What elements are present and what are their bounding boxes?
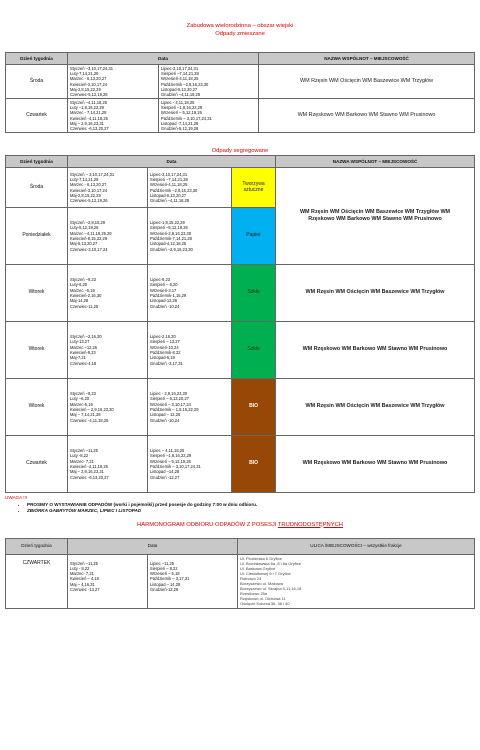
date-line: Sierpień –7,14,21,28 bbox=[150, 176, 188, 182]
notes bbox=[5, 495, 475, 515]
day-cell: Wtorek bbox=[6, 379, 68, 436]
date-line: Czerwiec -6,13,20,27 bbox=[70, 474, 109, 480]
note-item: • PROSIMY O WYSTAWIANIE ODPADÓW (worki i pojemniki) przed posesje do godziny 7:00 w dniu odbioru. bbox=[27, 502, 475, 509]
col-day: Dzień tygodnia bbox=[6, 538, 68, 554]
date-line: Grudzień -10,24 bbox=[150, 417, 180, 423]
date-line: Luty-13,27 bbox=[70, 339, 90, 345]
date-line: Styczeń –11,25 bbox=[70, 560, 98, 566]
date-line: Listopad -7,14,21,28 bbox=[161, 120, 199, 126]
dates-jan-jun bbox=[68, 65, 159, 99]
date-line: Wrzesień – 5,19 bbox=[150, 571, 180, 577]
table-row bbox=[6, 168, 475, 208]
date-line: Wrzesień-4,11,18,25 bbox=[161, 76, 199, 82]
date-line: Grudzień -3,17,31 bbox=[150, 360, 183, 366]
date-line: Kwiecień -4,11,18,25 bbox=[70, 464, 108, 469]
date-line: Październik – 3,10,17,24,31 bbox=[150, 464, 201, 469]
col-community: NAZWA WSPÓLNOT – MIEJSCOWOŚĆ bbox=[259, 53, 475, 65]
dates-jan-jun bbox=[68, 436, 148, 493]
date-line: Rzęskowo ul. Olchowa 11 bbox=[240, 596, 286, 602]
date-line: Kwiecień-9,23 bbox=[70, 350, 96, 355]
document-page bbox=[5, 0, 475, 609]
date-line: Październik – 3,17,31 bbox=[150, 576, 190, 582]
date-line: Kwiecień-3,10,17,24 bbox=[70, 81, 108, 87]
date-line: Maj – 4,16,31 bbox=[70, 581, 95, 587]
date-line: Grudzień-12,28 bbox=[150, 586, 179, 592]
category-glass: Szkło bbox=[232, 265, 276, 322]
date-line: Ul. Pionierska 6 Gryfice bbox=[240, 555, 282, 561]
date-line: Listopad-6,13,20,27 bbox=[161, 86, 198, 92]
date-line: Marzec –5,19 bbox=[70, 287, 95, 293]
date-line: Listopad – 14,28 bbox=[150, 581, 181, 587]
dates-jan-jun bbox=[68, 554, 148, 608]
date-line: Styczeń –9,23 bbox=[70, 391, 96, 397]
dates-jan-jun bbox=[68, 99, 159, 133]
note-item: • ZBIÓRKA GABRYTÓW MARZEC, LIPIEC I LISTOPAD bbox=[27, 508, 475, 515]
date-line: Marzec –4,11,18,25,29 bbox=[70, 230, 112, 236]
date-line: Sierpień –7,14,21,28 bbox=[161, 70, 199, 76]
date-line: Listopad –14,28 bbox=[150, 469, 180, 475]
date-line: Czerwiec-3,10,17,24 bbox=[70, 246, 108, 252]
col-community: NAZWA WSPÓLNOT – MIEJSCOWOŚĆ bbox=[276, 156, 475, 168]
category-paper: Papier bbox=[232, 208, 276, 265]
date-line: Grudzień –2,9,16,23,30 bbox=[150, 246, 193, 252]
date-line: Czerwiec-4,18 bbox=[70, 360, 97, 366]
hard-access-table bbox=[5, 538, 475, 609]
date-line: Wrzesień – 3,10,17,24 bbox=[150, 401, 191, 407]
date-line: Lipiec-3,10,17,24,31 bbox=[161, 65, 199, 71]
date-line: Październik – 3,10,17,24,31 bbox=[161, 115, 212, 121]
mixed-waste-table bbox=[5, 52, 475, 133]
day-cell: CZWARTEK bbox=[6, 554, 68, 608]
doc-title: Zabudowa wielorodzinna – obszar wiejski bbox=[186, 23, 294, 29]
date-line: Wrzesień – 5,12,19,26 bbox=[150, 458, 191, 464]
date-line: Rotnowo 24 bbox=[240, 575, 262, 581]
date-line: Ościęcin Kolonia 36, 38 i 40 bbox=[240, 601, 290, 607]
date-line: Rzesikowo 25a bbox=[240, 591, 268, 597]
doc-subtitle-mixed: Odpady zmieszane bbox=[215, 31, 265, 37]
dates-jul-dec bbox=[148, 322, 232, 379]
community-cell: WM Rzęsin WM Ościęcin WM Baszewice WM Trzygłów WM Rzęskowo WM Barkowo WM Stawno WM Prusinowo bbox=[276, 168, 475, 265]
day-cell: Poniedziałek bbox=[6, 208, 68, 265]
date-line: Lipiec-3,10,17,24,31 bbox=[150, 171, 188, 177]
date-line: TRUDNODOSTĘPNYCH bbox=[277, 521, 343, 528]
date-line: Grudzień -12,27 bbox=[150, 474, 180, 480]
dates-jan-jun bbox=[68, 168, 148, 208]
date-line: Kwiecień-8,15,22,29 bbox=[70, 236, 108, 241]
date-line: Styczeń –3,10,17,24,31 bbox=[70, 65, 114, 71]
date-line: Sierpień –5,12,19,26 bbox=[150, 225, 188, 231]
date-line: Październik-7,14,21,28 bbox=[150, 236, 192, 241]
date-line: Maj-6,13,20,27 bbox=[70, 241, 98, 247]
category-glass: Szkło bbox=[232, 322, 276, 379]
date-line: Wrzesień-4,11,18,25 bbox=[150, 182, 188, 188]
date-line: Sierpień –1,8,16,22,29 bbox=[150, 453, 192, 459]
category-bio: BIO bbox=[232, 379, 276, 436]
date-line: Listopad – 12,26 bbox=[150, 412, 181, 418]
date-line: Wrzesień-2,9,16,23,30 bbox=[150, 230, 192, 236]
date-line: Listopad-5,19 bbox=[150, 355, 175, 361]
dates-jan-jun bbox=[68, 208, 148, 265]
date-line: Ul. Ciesiołkowej 6 i 7 Gryfice bbox=[240, 570, 291, 576]
date-line: Maj-2,8,15,22,29 bbox=[70, 192, 101, 198]
date-line: Październik –2,9,16,23,30 bbox=[161, 81, 209, 87]
table-row bbox=[6, 436, 475, 493]
date-line: Kwiecień – 4,18 bbox=[70, 576, 99, 582]
date-line: Kwiecień – 2,9,16,23,30 bbox=[70, 407, 114, 412]
date-line: Styczeń – 3,10,17,24,31 bbox=[70, 171, 115, 177]
date-line: Lipiec - 4,11,18,25 bbox=[161, 99, 195, 105]
community-cell: WM Rzęsin WM Ościęcin WM Baszewice WM Trzygłów bbox=[276, 265, 475, 322]
date-line: Maj – 2,9,16,23,31 bbox=[70, 469, 104, 475]
day-cell: Czwartek bbox=[6, 99, 68, 133]
table-row bbox=[6, 265, 475, 322]
table-row bbox=[6, 65, 475, 99]
date-line: Kwiecień-2,16,30 bbox=[70, 293, 102, 298]
category-plastics: Tworzywa sztuczne bbox=[232, 168, 276, 208]
date-line: Luty-7,14,21,28 bbox=[70, 70, 99, 76]
date-line: Sierpień –1,8,16,22,29 bbox=[161, 104, 203, 110]
date-line: Czerwiec-5,12,19,26 bbox=[70, 198, 108, 204]
dates-jul-dec bbox=[148, 436, 232, 493]
date-line: HARMONOGRAM ODBIORU ODPADÓW Z POSESJI bbox=[137, 521, 278, 528]
date-line: Maj-2,8,15,22,29 bbox=[70, 86, 101, 92]
date-line: Sierpień – 6,13,20,27 bbox=[150, 396, 189, 402]
date-line: Kwiecień -4,11,18,25 bbox=[70, 115, 108, 121]
date-line: Marzec –12,26 bbox=[70, 344, 98, 350]
date-line: Grudzień –4,11,18,28 bbox=[150, 198, 190, 204]
dates-jul-dec bbox=[159, 65, 259, 99]
date-line: Ul. Barkowa Gryfice bbox=[240, 565, 276, 571]
date-line: Marzec - 7,14,21,28 bbox=[70, 110, 107, 116]
date-line: Luty-6,20 bbox=[70, 282, 88, 288]
date-line: Sierpień – 6,20 bbox=[150, 282, 178, 288]
date-line: Marzec - 6,13,20,27 bbox=[70, 182, 107, 188]
col-day: Dzień tygodnia bbox=[6, 156, 68, 168]
day-cell: Wtorek bbox=[6, 322, 68, 379]
col-date: Data bbox=[68, 156, 276, 168]
date-line: Styczeń –9,23 bbox=[70, 277, 96, 283]
date-line: Listopad-6,13,20,27 bbox=[150, 192, 187, 198]
date-line: Maj – 7,14,21,28 bbox=[70, 412, 101, 418]
date-line: Październik-1,15,29 bbox=[150, 293, 187, 298]
date-line: Styczeń –4,11,18,25 bbox=[70, 99, 108, 105]
col-day: Dzień tygodnia bbox=[6, 53, 68, 65]
col-date: Data bbox=[68, 538, 238, 554]
date-line: Marzec- 7,21 bbox=[70, 458, 94, 464]
date-line: Kwiecień-3,10,17,24 bbox=[70, 187, 108, 193]
dates-jul-dec bbox=[148, 554, 238, 608]
date-line: Marzec-5,19 bbox=[70, 401, 93, 407]
date-line: Lipiec – 4,11,18,25 bbox=[150, 448, 185, 454]
dates-jul-dec bbox=[159, 99, 259, 133]
day-cell: Środa bbox=[6, 65, 68, 99]
date-line: Marzec- 7,21 bbox=[70, 571, 94, 577]
col-date: Data bbox=[68, 53, 259, 65]
date-line: Czerwiec-11,25 bbox=[70, 303, 99, 309]
date-line: Czerwiec -4,11,18,25 bbox=[70, 417, 109, 423]
date-line: Lipiec-9,23 bbox=[150, 277, 171, 283]
day-cell: Środa bbox=[6, 168, 68, 208]
date-line: Marzec - 6,13,20,27 bbox=[70, 76, 107, 82]
date-line: Ul. Bronisławska 6a ,8 i 8a Gryfice bbox=[240, 560, 301, 566]
day-cell: Wtorek bbox=[6, 265, 68, 322]
col-street: ULICA /MIEJSCOWOŚCI – wszystkie frakcje bbox=[238, 538, 475, 554]
address-list bbox=[238, 554, 475, 608]
date-line: Wrzesień-3,17 bbox=[150, 287, 177, 293]
date-line: Maj-7,21 bbox=[70, 355, 86, 361]
date-line: Lipiec - 2,9,16,23,30 bbox=[150, 391, 188, 397]
date-line: Październik –2,9,16,23,30 bbox=[150, 187, 198, 193]
table-row bbox=[6, 99, 475, 133]
hard-access-title bbox=[5, 521, 475, 529]
date-line: Luty-5,12,19,26 bbox=[70, 225, 99, 231]
date-line: Maj-14,28 bbox=[70, 298, 89, 304]
table-row bbox=[6, 554, 475, 608]
dates-jul-dec bbox=[148, 168, 232, 208]
community-cell: WM Rzęskowo WM Barkowo WM Stawno WM Prusinowo bbox=[259, 99, 475, 133]
date-line: Grudzień -10,24 bbox=[150, 303, 180, 309]
community-cell: WM Rzęsin WM Ościęcin WM Baszewice WM Trzygłów bbox=[276, 379, 475, 436]
date-line: Wrzesień – 5,12,19,26 bbox=[161, 110, 202, 116]
community-cell: WM Rzęskowo WM Barkowo WM Stawno WM Prusinowo bbox=[276, 322, 475, 379]
date-line: Luty - 8,22 bbox=[70, 565, 90, 571]
doc-subtitle-segregated: Odpady segregowane bbox=[211, 148, 269, 154]
dates-jan-jun bbox=[68, 322, 148, 379]
date-line: Luty –6,20 bbox=[70, 396, 90, 402]
segregated-waste-table bbox=[5, 155, 475, 493]
date-line: Grudzień-5,12,19,28 bbox=[161, 126, 199, 132]
category-bio: BIO bbox=[232, 436, 276, 493]
date-line: Lipiec-1,8,15,22,29 bbox=[150, 220, 185, 226]
date-line: Lipiec –11,25 bbox=[150, 560, 175, 566]
table-row bbox=[6, 322, 475, 379]
date-line: Styczeń –2,8,15,29 bbox=[70, 220, 106, 226]
day-cell: Czwartek bbox=[6, 436, 68, 493]
warning-heading: UWAGA !!! bbox=[5, 495, 28, 500]
date-line: Styczeń –11,25 bbox=[70, 448, 98, 454]
date-line: Październik-8,22 bbox=[150, 350, 181, 355]
date-line: Listopad-12,26 bbox=[150, 298, 178, 304]
date-line: Maj – 2,9,16,23,31 bbox=[70, 120, 104, 126]
date-line: Borzyszewo ul. Skrajna 5,11,16,18 bbox=[240, 586, 302, 592]
date-line: Czerwiec -13,27 bbox=[70, 586, 100, 592]
date-line: Luty –1,8,15,22,29 bbox=[70, 104, 104, 110]
dates-jan-jun bbox=[68, 379, 148, 436]
community-cell: WM Rzęsin WM Ościęcin WM Baszewice WM Trzygłów bbox=[259, 65, 475, 99]
date-line: Sierpień – 13,27 bbox=[150, 339, 180, 345]
date-line: Lipiec-2,16,30 bbox=[150, 334, 176, 340]
date-line: Luty -8,22 bbox=[70, 453, 89, 459]
dates-jan-jun bbox=[68, 265, 148, 322]
date-line: Grudzień –4,11,18,28 bbox=[161, 92, 201, 98]
community-cell: WM Rzęskowo WM Barkowo WM Stawno WM Prusinowo bbox=[276, 436, 475, 493]
dates-jul-dec bbox=[148, 208, 232, 265]
date-line: Październik – 1,8,15,22,29 bbox=[150, 407, 199, 412]
date-line: Styczeń –2,16,30 bbox=[70, 334, 102, 340]
dates-jul-dec bbox=[148, 265, 232, 322]
date-line: Wrzesień-10,24 bbox=[150, 344, 179, 350]
date-line: Sierpień – 8,22 bbox=[150, 565, 178, 571]
table-row bbox=[6, 379, 475, 436]
date-line: Borzyszewo ul. Makowa bbox=[240, 581, 283, 586]
date-line: Luty-7,14,21,28 bbox=[70, 176, 99, 182]
date-line: Listopad-4,12,18,25 bbox=[150, 241, 187, 247]
dates-jul-dec bbox=[148, 379, 232, 436]
date-line: Czerwiec-5,12,19,26 bbox=[70, 92, 108, 98]
date-line: Czerwiec -6,13,20,27 bbox=[70, 126, 109, 132]
